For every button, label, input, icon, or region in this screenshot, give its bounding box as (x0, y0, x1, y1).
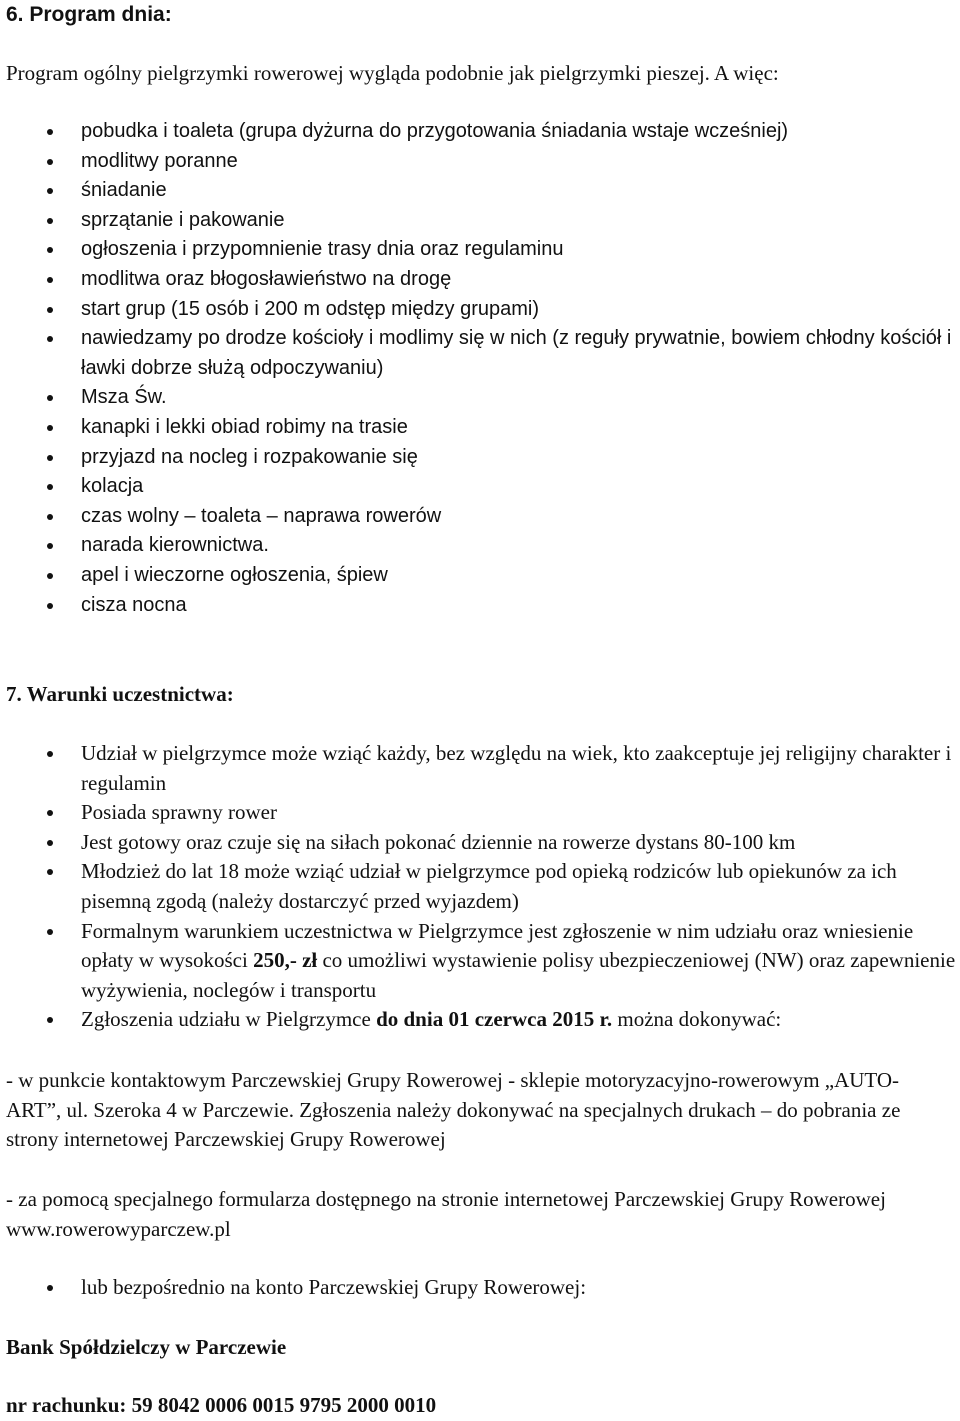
list-item: ogłoszenia i przypomnienie trasy dnia oraz regulaminu (6, 235, 960, 265)
list-item: modlitwa oraz błogosławieństwo na drogę (6, 265, 960, 295)
account-number: nr rachunku: 59 8042 0006 0015 9795 2000 0010 (6, 1393, 437, 1417)
section-6-intro: Program ogólny pielgrzymki rowerowej wygląda podobnie jak pielgrzymki pieszej. A więc: (6, 61, 779, 85)
list-item: narada kierownictwa. (6, 531, 960, 561)
list-item: przyjazd na nocleg i rozpakowanie się (6, 443, 960, 473)
section-6-heading: 6. Program dnia: (6, 3, 172, 26)
section-7-heading: 7. Warunki uczestnictwa: (6, 682, 234, 706)
bank-option-list (6, 1273, 960, 1303)
deadline-item: Zgłoszenia udziału w Pielgrzymce do dnia 01 czerwca 2015 r. można dokonywać: (6, 1005, 960, 1035)
list-item: Jest gotowy oraz czuje się na siłach pokonać dziennie na rowerze dystans 80-100 km (6, 828, 960, 858)
list-item: nawiedzamy po drodze kościoły i modlimy się w nich (z reguły prywatnie, bowiem chłodny kościół i ławki dobrze służą odpoczywaniu) (6, 324, 960, 383)
bank-name: Bank Spółdzielczy w Parczewie (6, 1335, 287, 1359)
registration-option-form: - za pomocą specjalnego formularza dostępnego na stronie internetowej Parczewskiej Grupy Rowerowej www.rowerowyparczew.pl (6, 1187, 886, 1241)
list-item: pobudka i toaleta (grupa dyżurna do przygotowania śniadania wstaje wcześniej) (6, 117, 960, 147)
list-item: apel i wieczorne ogłoszenia, śpiew (6, 561, 960, 591)
list-item: kanapki i lekki obiad robimy na trasie (6, 413, 960, 443)
conditions-list (6, 739, 960, 1035)
list-item: lub bezpośrednio na konto Parczewskiej Grupy Rowerowej: (6, 1273, 960, 1303)
list-item: Udział w pielgrzymce może wziąć każdy, bez względu na wiek, kto zaakceptuje jej religijny charakter i regulamin (6, 739, 960, 798)
list-item: cisza nocna (6, 591, 960, 621)
list-item: modlitwy poranne (6, 147, 960, 177)
list-item: kolacja (6, 472, 960, 502)
list-item: śniadanie (6, 176, 960, 206)
list-item: start grup (15 osób i 200 m odstęp między grupami) (6, 295, 960, 325)
list-item: Msza Św. (6, 383, 960, 413)
daily-program-list (6, 117, 960, 620)
list-item: sprzątanie i pakowanie (6, 206, 960, 236)
list-item: czas wolny – toaleta – naprawa rowerów (6, 502, 960, 532)
fee-item: Formalnym warunkiem uczestnictwa w Pielgrzymce jest zgłoszenie w nim udziału oraz wniesienie opłaty w wysokości 250,- zł co umożliwi wystawienie polisy ubezpieczeniowej (NW) oraz zapewnienie wyżywienia, noclegów i transportu (6, 917, 960, 1006)
list-item: Młodzież do lat 18 może wziąć udział w pielgrzymce pod opieką rodziców lub opiekunów za ich pisemną zgodą (należy dostarczyć przed wyjazdem) (6, 857, 960, 916)
list-item: Posiada sprawny rower (6, 798, 960, 828)
registration-option-point: - w punkcie kontaktowym Parczewskiej Grupy Rowerowej - sklepie motoryzacyjno-rowerowym „AUTO-ART”, ul. Szeroka 4 w Parczewie. Zgłoszenia należy dokonywać na specjalnych drukach – do pobrania ze strony internetowej Parczewskiej Grupy Rowerowej (6, 1068, 901, 1152)
deadline-date: do dnia 01 czerwca 2015 r. (376, 1007, 613, 1032)
fee-amount: 250,- zł (253, 948, 318, 973)
